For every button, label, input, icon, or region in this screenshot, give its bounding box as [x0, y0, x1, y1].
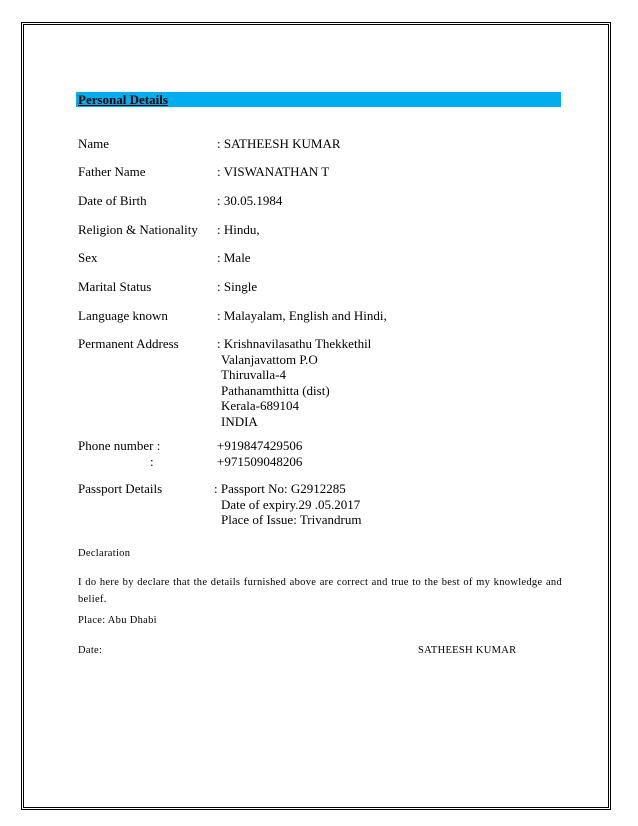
- dob-label: Date of Birth: [78, 193, 147, 208]
- date-label: Date:: [78, 645, 103, 656]
- name-label: Name: [78, 136, 110, 151]
- phone-value-1: +919847429506: [217, 438, 303, 453]
- father-name-label: Father Name: [78, 164, 146, 179]
- address-line: : Krishnavilasathu Thekkethil: [217, 336, 372, 351]
- passport-label: Passport Details: [78, 481, 163, 496]
- phone-value-2: +971509048206: [217, 454, 303, 469]
- dob-value: : 30.05.1984: [217, 193, 283, 208]
- sex-value: : Male: [217, 250, 251, 265]
- language-label: Language known: [78, 308, 168, 323]
- address-line: Valanjavattom P.O: [221, 351, 318, 367]
- phone-colon-2: :: [150, 454, 154, 469]
- declaration-heading: Declaration: [78, 548, 131, 559]
- signature-name: SATHEESH KUMAR: [418, 645, 517, 656]
- marital-status-value: : Single: [217, 279, 258, 294]
- passport-line: Place of Issue: Trivandrum: [221, 512, 362, 527]
- address-line: INDIA: [221, 413, 258, 429]
- address-line: Thiruvalla-4: [221, 367, 286, 382]
- passport-line: Date of expiry.29 .05.2017: [221, 496, 361, 512]
- section-title: Personal Details: [78, 92, 168, 107]
- place-label: Place: Abu Dhabi: [78, 615, 157, 626]
- phone-label: Phone number :: [78, 438, 161, 453]
- address-block: [217, 336, 371, 429]
- marital-status-label: Marital Status: [78, 279, 152, 294]
- father-name-value: : VISWANATHAN T: [217, 164, 330, 179]
- sex-label: Sex: [78, 250, 98, 265]
- language-value: : Malayalam, English and Hindi,: [217, 308, 387, 323]
- religion-value: : Hindu,: [217, 222, 260, 237]
- declaration-text: I do here by declare that the details furnished above are correct and true to the best of my knowledge and belief.: [78, 577, 562, 605]
- address-label: Permanent Address: [78, 336, 179, 351]
- religion-label: Religion & Nationality: [78, 222, 198, 237]
- passport-line: : Passport No: G2912285: [214, 481, 346, 496]
- name-value: : SATHEESH KUMAR: [217, 136, 341, 151]
- address-line: Kerala-689104: [221, 398, 299, 413]
- passport-block: [214, 481, 361, 528]
- address-line: Pathanamthitta (dist): [221, 382, 330, 398]
